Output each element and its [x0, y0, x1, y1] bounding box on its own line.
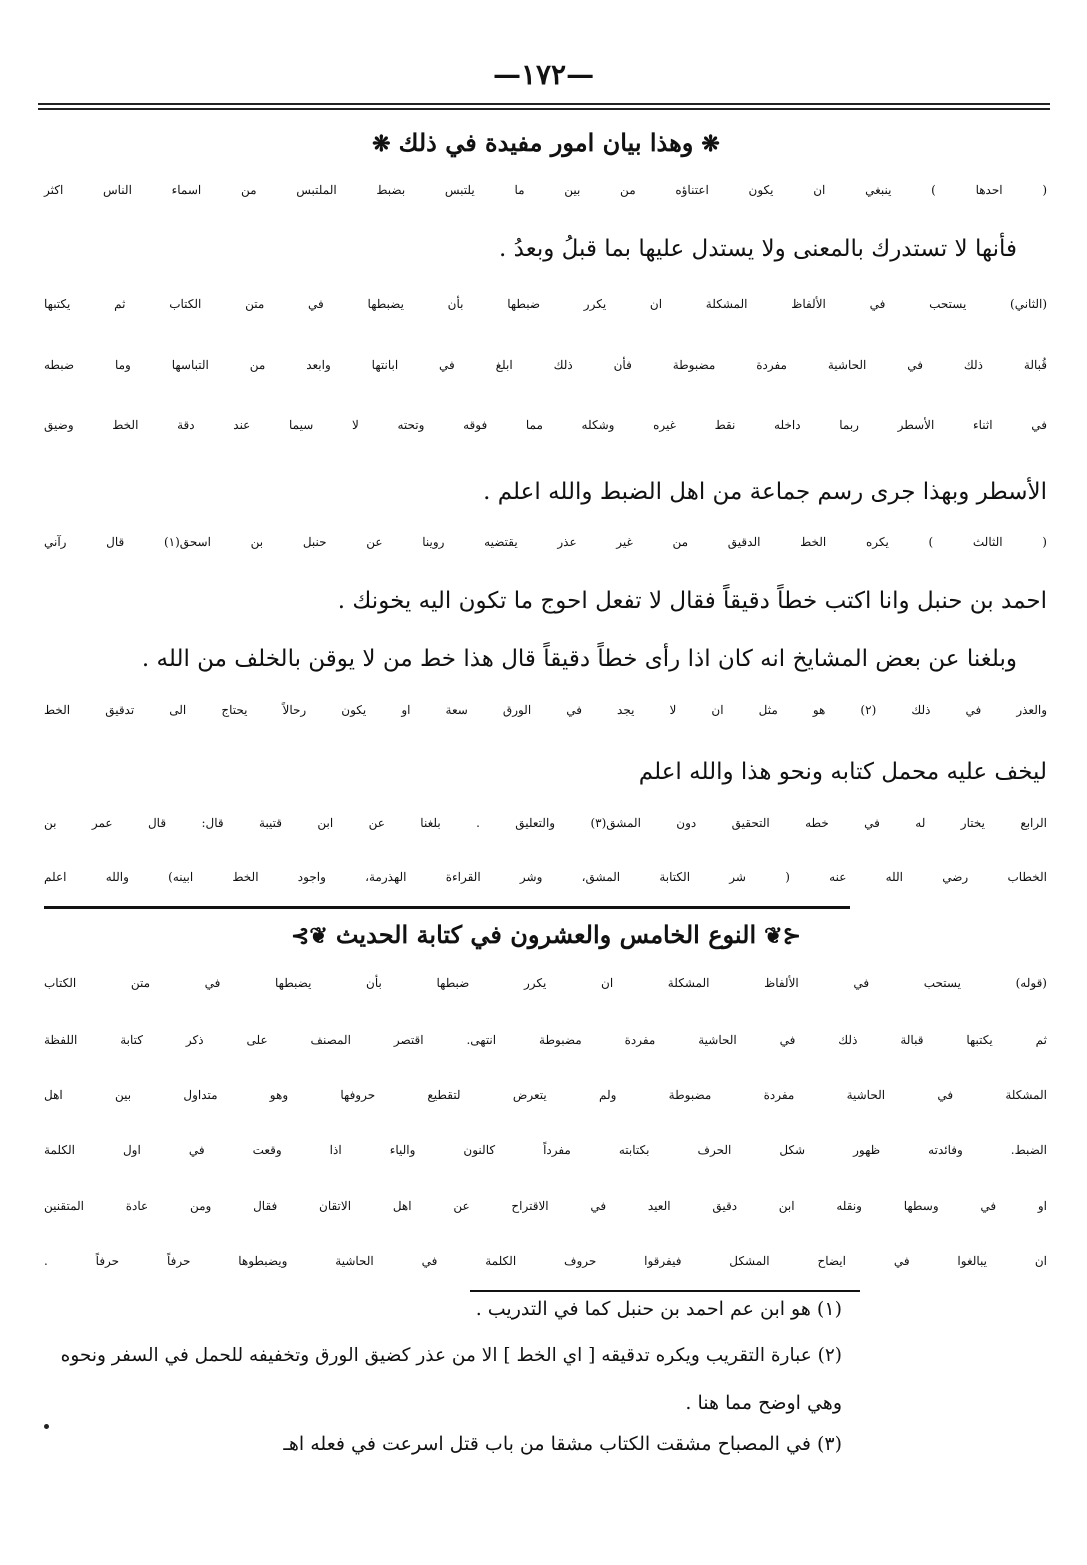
section2-heading-text: النوع الخامس والعشرون في كتابة الحديث [335, 920, 757, 949]
commentary-line: (قوله) يستحب في الألفاظ المشكلة ان يكرر ضبطها بأن يضبطها في متن الكتاب [44, 976, 1047, 990]
section-divider [44, 906, 850, 909]
ornament-icon: ❋ [372, 131, 391, 157]
text-line: (الثاني) يستحب في الألفاظ المشكلة ان يكرر ضبطها بأن يضبطها في متن الكتاب ثم يكتبها [44, 297, 1048, 311]
section1-heading-text: وهذا بيان امور مفيدة في ذلك [398, 128, 694, 157]
margin-mark [44, 1424, 49, 1429]
ornament-icon: ❋ [701, 131, 720, 157]
text-line: ليخف عليه محمل كتابه ونحو هذا والله اعلم [638, 759, 1047, 785]
commentary-line: او في وسطها ونقله ابن دقيق العيد في الاقتراح عن اهل الاتقان فقال ومن عادة المتقنين [44, 1199, 1047, 1213]
footnote: (١) هو ابن عم احمد بن حنبل كما في التدريب . [475, 1298, 842, 1320]
text-line: الرابع يختار له في خطه التحقيق دون المشق(٣) والتعليق . بلغنا عن ابن قتيبة قال: قال عمر بن [44, 816, 1047, 830]
header-rule [38, 103, 1050, 105]
section1-heading [44, 128, 1048, 157]
text-line: وبلغنا عن بعض المشايخ انه كان اذا رأى خطاً دقيقاً قال هذا خط من لا يوقن بالخلف من الله . [141, 646, 1017, 672]
footnote: (٣) في المصباح مشقت الكتاب مشقا من باب قتل اسرعت في فعله اهـ [283, 1433, 842, 1455]
commentary-line: المشكلة في الحاشية مفردة مضبوطة ولم يتعرض لتقطيع حروفها وهو متداول بين اهل [44, 1088, 1047, 1102]
text-line: في اثناء الأسطر ربما داخله نقط غيره وشكله مما فوقه وتحته لا سيما عند دقة الخط وضيق [44, 418, 1047, 432]
text-line: فأنها لا تستدرك بالمعنى ولا يستدل عليها بما قبلُ وبعدُ . [499, 236, 1017, 262]
commentary-line: ان يبالغوا في ايضاح المشكل فيفرقوا حروف الكلمة في الحاشية ويضبطوها حرفاً حرفاً . [44, 1254, 1047, 1268]
commentary-line: الضبط. وفائدته ظهور شكل الحرف بكتابته مفرداً كالنون والياء اذا وقعت في اول الكلمة [44, 1143, 1047, 1157]
footnote: وهي اوضح مما هنا . [685, 1392, 842, 1414]
text-line: الخطاب رضي الله عنه ( شر الكتابة المشق، وشر القراءة الهذرمة، واجود الخط ابينه) والله اعلم [44, 870, 1047, 884]
text-line: احمد بن حنبل وانا اكتب خطاً دقيقاً فقال لا تفعل احوج ما تكون اليه يخونك . [337, 588, 1047, 614]
footnote: (٢) عبارة التقريب ويكره تدقيقه [ اي الخط ] الا من عذر كضيق الورق وتخفيفه للحمل في السفر ونحوه [60, 1345, 842, 1366]
page-number: —١٧٢— [492, 58, 595, 91]
text-line: قُبالة ذلك في الحاشية مفردة مضبوطة فأن ذلك ابلغ في ابانتها وابعد من التباسها وما ضبطه [44, 358, 1047, 372]
text-line: والعذر في ذلك (٢) هو مثل ان لا يجد في الورق سعة او يكون رحالاً يحتاج الى تدقيق الخط [44, 703, 1047, 717]
text-line: ( احدها ) ينبغي ان يكون اعتناؤه من بين ما يلتبس بضبط الملتبس من اسماء الناس اكثر [44, 183, 1047, 197]
text-line: الأسطر وبهذا جرى رسم جماعة من اهل الضبط والله اعلم . [483, 479, 1047, 505]
header-rule-double [38, 108, 1050, 110]
commentary-line: ثم يكتبها قبالة ذلك في الحاشية مفردة مضبوطة انتهى. اقتصر المصنف على ذكر كتابة اللفظة [44, 1033, 1047, 1047]
footnote-rule [470, 1290, 860, 1292]
section2-heading [44, 920, 1048, 949]
ornament-icon: ⊰❦ [764, 923, 802, 949]
text-line: ( الثالث ) يكره الخط الدقيق من غير عذر يقتضيه روينا عن حنبل بن اسحق(١) قال رآني [44, 535, 1047, 549]
ornament-icon: ❦⊱ [290, 923, 328, 949]
